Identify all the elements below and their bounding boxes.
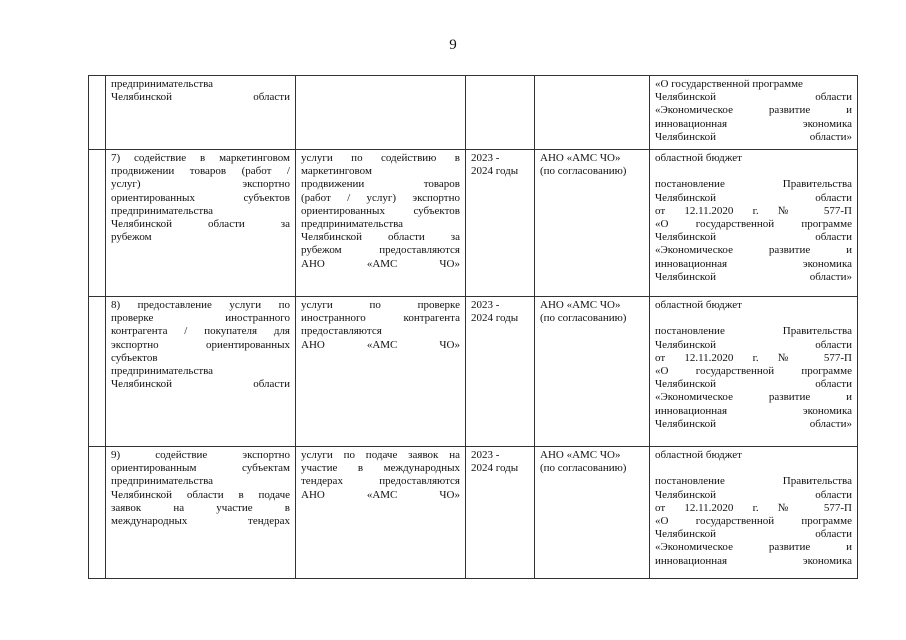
activity-line: ориентированным субъектам [111,462,290,475]
activity-line: Челябинской области в подаче [111,488,290,501]
period-line: 2024 годы [471,312,519,325]
funding-line: Челябинской области» [655,270,852,283]
funding-line [655,165,852,178]
measures-table [88,75,858,579]
row-number-cell [89,447,106,579]
funding-line: Челябинской области [655,528,852,541]
funding-line: Челябинской области [655,378,852,391]
period-cell [466,76,535,150]
table-row [89,297,858,447]
funding-line [655,462,852,475]
funding-line: от 12.11.2020 г. № 577-П [655,501,852,514]
funding-line: областной бюджет [655,152,742,164]
funding-line: областной бюджет [655,449,742,461]
row-number-cell [89,150,106,297]
funding-line: «Экономическое развитие и [655,541,852,554]
activity-line: предпринимательства [111,204,214,217]
content-line: услуги по подаче заявок на [301,449,460,461]
funding-line: Челябинской области [655,488,852,501]
activity-line: рубежом [111,231,152,244]
table-row [89,150,858,297]
funding-line: «Экономическое развитие и [655,104,852,117]
content-line: предпринимательства [301,218,404,231]
funding-line: Челябинской области [655,191,852,204]
funding-line: инновационная экономика [655,404,852,417]
funding-line: Челябинской области [655,338,852,351]
period-line: 2023 - [471,299,500,311]
content-cell [296,297,466,447]
activity-line: контрагента / покупателя для [111,325,290,338]
content-line: Челябинской области за [301,231,460,244]
content-line: (работ / услуг) экспортно [301,191,460,204]
executor-line: АНО «АМС ЧО» [540,299,621,311]
content-line: рубежом предоставляются [301,244,460,257]
activity-line: предпринимательства [111,475,214,488]
executor-line: (по согласованию) [540,165,627,178]
period-cell [466,447,535,579]
funding-cell [650,447,858,579]
period-line: 2024 годы [471,165,519,178]
content-line: услуги по содействию в [301,152,460,164]
content-line: участие в международных [301,462,460,475]
activity-line: Челябинской области [111,378,290,391]
funding-line: Челябинской области» [655,130,852,143]
activity-line: заявок на участие в [111,501,290,514]
content-line: продвижении товаров [301,178,460,191]
activity-line: субъектов [111,351,158,364]
funding-line: Челябинской области [655,91,852,104]
executor-cell [535,150,650,297]
activity-line: проверке иностранного [111,312,290,325]
activity-cell [106,297,296,447]
funding-line: постановление Правительства [655,475,852,488]
funding-line: постановление Правительства [655,178,852,191]
executor-line: АНО «АМС ЧО» [540,449,621,461]
funding-line: от 12.11.2020 г. № 577-П [655,351,852,364]
activity-line: 9) содействие экспортно [111,449,290,461]
activity-line: ориентированных субъектов [111,191,290,204]
activity-line: предпринимательства [111,78,214,90]
activity-line: услуг) экспортно [111,178,290,191]
content-cell [296,150,466,297]
funding-line: «О государственной программе [655,78,803,90]
activity-line: Челябинской области за [111,218,290,231]
funding-line: «О государственной программе [655,218,852,230]
activity-line: продвижении товаров (работ / [111,165,290,178]
funding-line: от 12.11.2020 г. № 577-П [655,204,852,217]
funding-cell [650,76,858,150]
funding-line [655,312,852,325]
activity-line: 8) предоставление услуги по [111,299,290,311]
activity-line: Челябинской области [111,91,290,104]
executor-line: (по согласованию) [540,312,627,325]
period-cell [466,297,535,447]
executor-line: АНО «АМС ЧО» [540,152,621,164]
activity-line: международных тендерах [111,515,290,528]
funding-line: «Экономическое развитие и [655,244,852,257]
activity-cell [106,447,296,579]
content-line: АНО «АМС ЧО» [301,257,460,270]
funding-line: Челябинской области [655,231,852,244]
content-line: предоставляются [301,325,382,338]
period-cell [466,150,535,297]
content-line: АНО «АМС ЧО» [301,488,460,501]
activity-line: 7) содействие в маркетинговом [111,152,290,164]
funding-line: Челябинской области» [655,417,852,430]
content-cell [296,447,466,579]
table-row [89,447,858,579]
funding-line: постановление Правительства [655,325,852,338]
executor-line: (по согласованию) [540,462,627,475]
period-line: 2024 годы [471,462,519,475]
table-row [89,76,858,150]
funding-line: «Экономическое развитие и [655,391,852,404]
content-line: иностранного контрагента [301,312,460,325]
page-number: 9 [449,37,457,53]
period-line: 2023 - [471,449,500,461]
funding-line: областной бюджет [655,299,742,311]
row-number-cell [89,76,106,150]
funding-line: «О государственной программе [655,365,852,377]
content-line: услуги по проверке [301,299,460,311]
content-line: АНО «АМС ЧО» [301,338,460,351]
content-cell [296,76,466,150]
period-line: 2023 - [471,152,500,164]
funding-cell [650,150,858,297]
content-line: маркетинговом [301,165,372,178]
funding-line: «О государственной программе [655,515,852,527]
funding-cell [650,297,858,447]
activity-cell [106,150,296,297]
activity-line: экспортно ориентированных [111,338,290,351]
content-line: ориентированных субъектов [301,204,460,217]
row-number-cell [89,297,106,447]
funding-line: инновационная экономика [655,554,852,567]
funding-line: инновационная экономика [655,117,852,130]
activity-cell [106,76,296,150]
executor-cell [535,447,650,579]
activity-line: предпринимательства [111,365,214,378]
content-line: тендерах предоставляются [301,475,460,488]
executor-cell [535,76,650,150]
funding-line: инновационная экономика [655,257,852,270]
executor-cell [535,297,650,447]
